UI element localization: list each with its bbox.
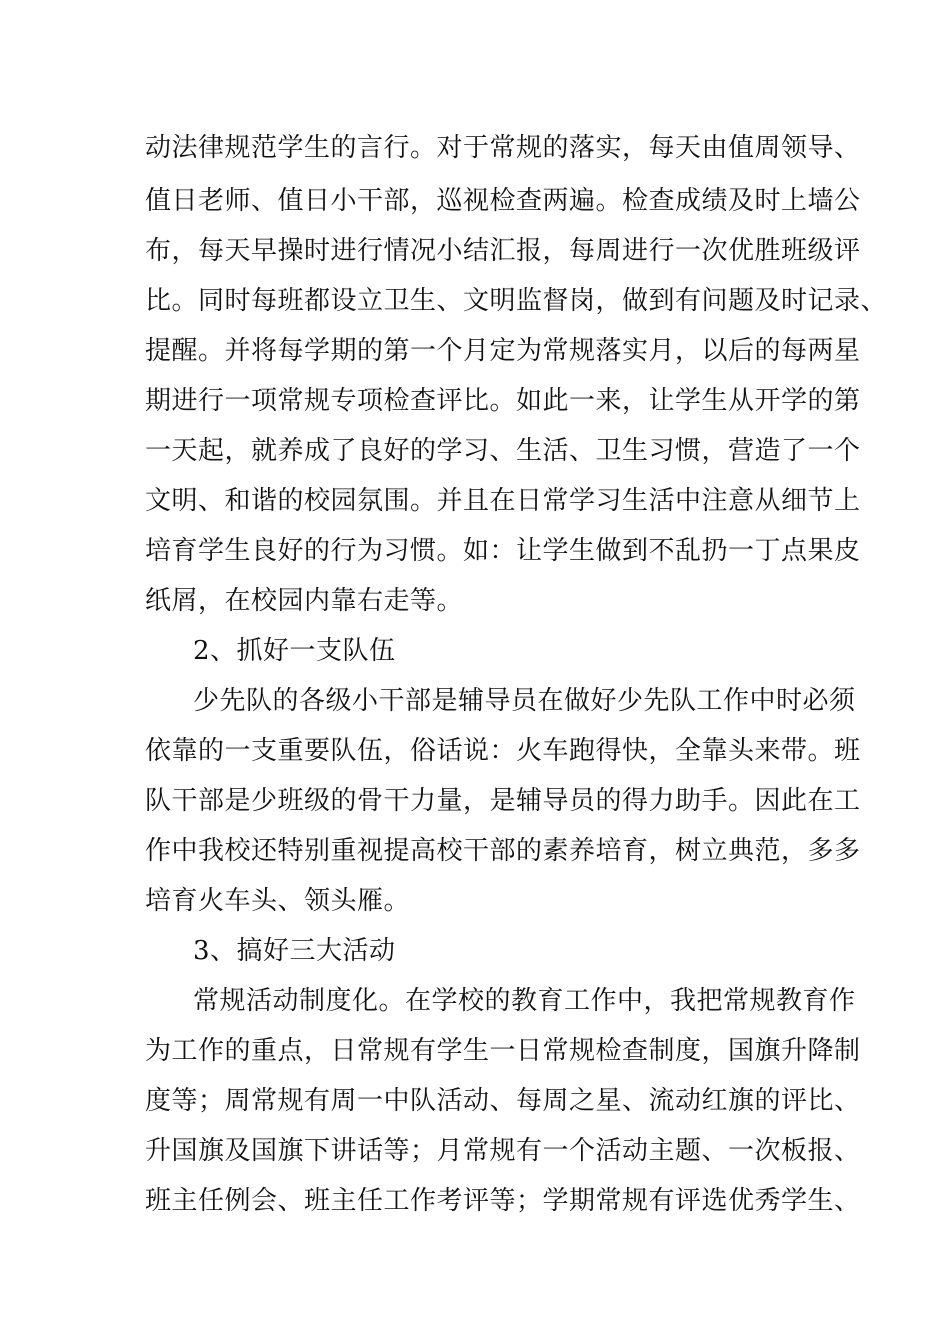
text-line: 比。同时每班都设立卫生、文明监督岗，做到有问题及时记录、 [145, 286, 888, 316]
text-line: 动法律规范学生的言行。对于常规的落实，每天由值周领导、 [145, 133, 861, 163]
section-heading: 2、抓好一支队伍 [193, 636, 396, 666]
text-line: 值日老师、值日小干部，巡视检查两遍。检查成绩及时上墙公 [145, 186, 861, 216]
text-line: 班主任例会、班主任工作考评等；学期常规有评选优秀学生、 [145, 1186, 861, 1216]
text-line: 文明、和谐的校园氛围。并且在日常学习生活中注意从细节上 [145, 486, 861, 516]
section-heading: 3、搞好三大活动 [193, 936, 396, 966]
text-line: 布，每天早操时进行情况小结汇报，每周进行一次优胜班级评 [145, 236, 861, 266]
text-line: 一天起，就养成了良好的学习、生活、卫生习惯，营造了一个 [145, 436, 861, 466]
text-line: 期进行一项常规专项检查评比。如此一来，让学生从开学的第 [145, 386, 861, 416]
text-line: 纸屑，在校园内靠右走等。 [145, 586, 464, 616]
text-line: 作中我校还特别重视提高校干部的素养培育，树立典范，多多 [145, 836, 861, 866]
text-line: 队干部是少班级的骨干力量，是辅导员的得力助手。因此在工 [145, 786, 861, 816]
text-line: 依靠的一支重要队伍，俗话说：火车跑得快，全靠头来带。班 [145, 736, 861, 766]
text-line: 提醒。并将每学期的第一个月定为常规落实月，以后的每两星 [145, 336, 861, 366]
text-line: 培育火车头、领头雁。 [145, 886, 411, 916]
text-line: 常规活动制度化。在学校的教育工作中，我把常规教育作 [193, 986, 856, 1016]
text-line: 培育学生良好的行为习惯。如：让学生做到不乱扔一丁点果皮 [145, 536, 861, 566]
text-line: 升国旗及国旗下讲话等；月常规有一个活动主题、一次板报、 [145, 1136, 861, 1166]
text-line: 度等；周常规有周一中队活动、每周之星、流动红旗的评比、 [145, 1086, 861, 1116]
text-line: 少先队的各级小干部是辅导员在做好少先队工作中时必须 [193, 686, 856, 716]
text-line: 为工作的重点，日常规有学生一日常规检查制度，国旗升降制 [145, 1036, 861, 1066]
